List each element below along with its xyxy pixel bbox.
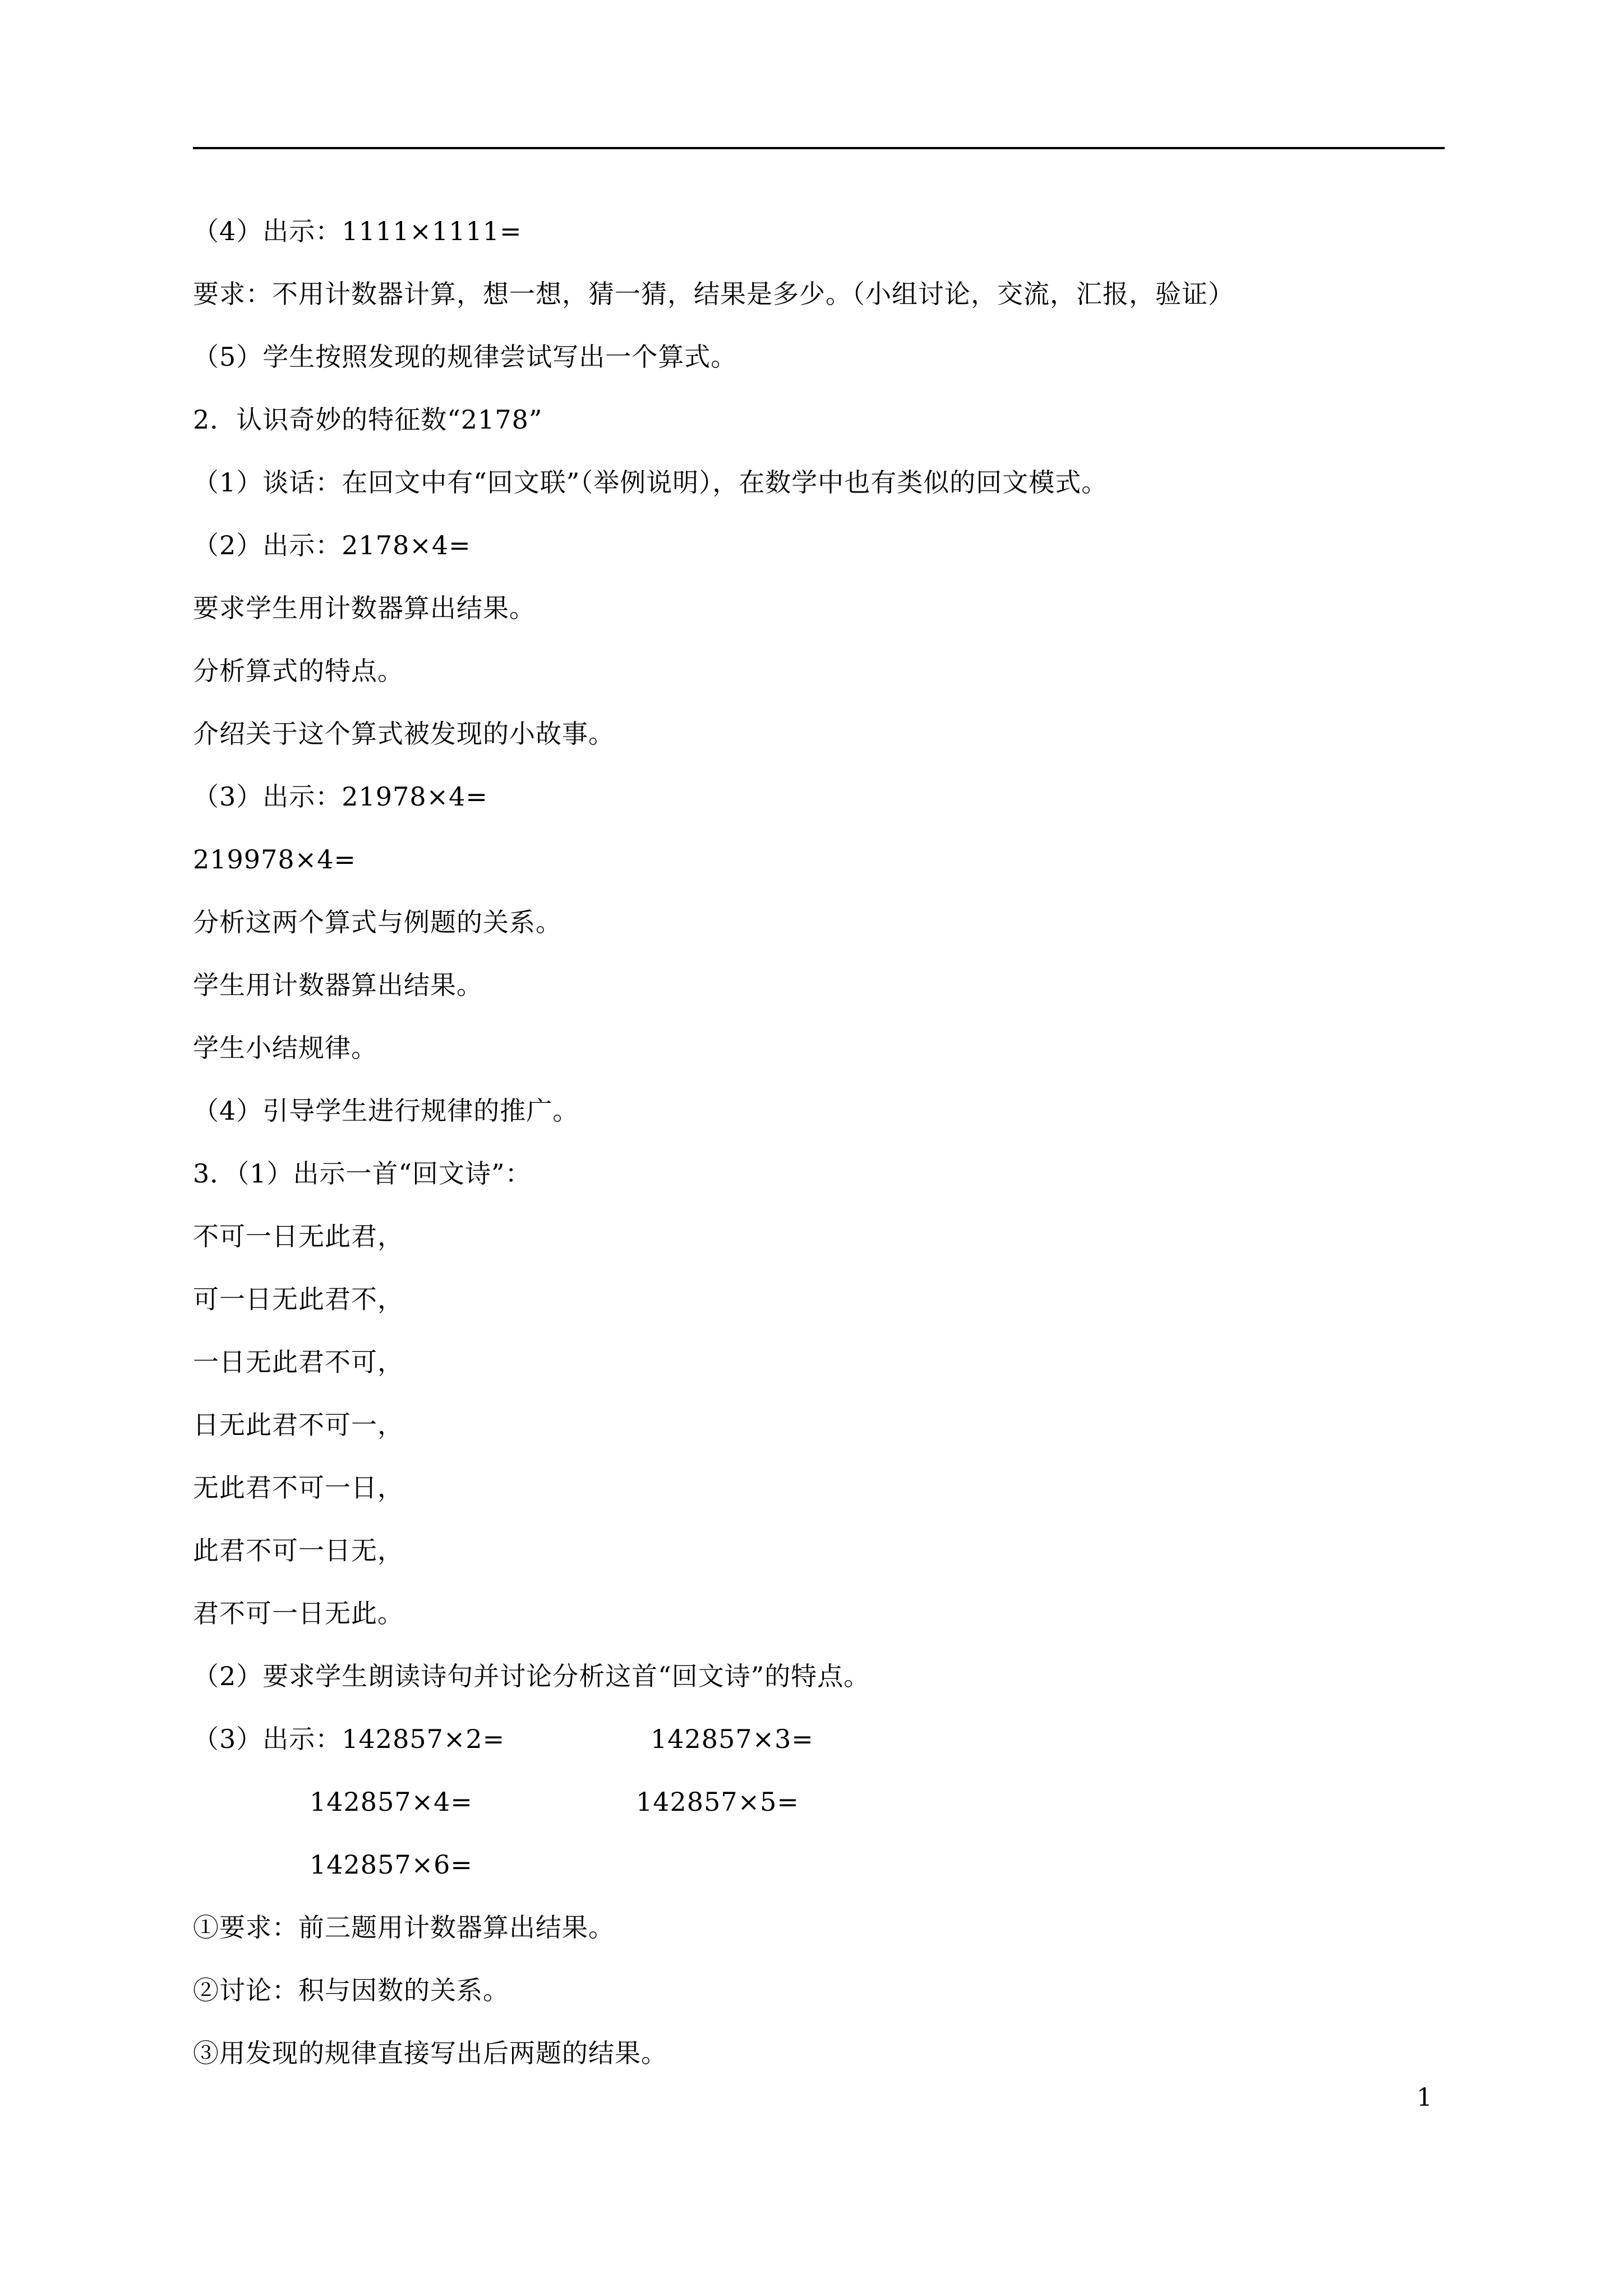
section-heading: 3．（1）出示一首“回文诗”： bbox=[193, 1158, 532, 1189]
exercise-item: 142857×6= bbox=[310, 1849, 473, 1880]
step-line: ③用发现的规律直接写出后两题的结果。 bbox=[193, 2038, 667, 2068]
text-line: （4）出示：1111×1111= bbox=[193, 216, 522, 246]
poem-line: 无此君不可一日， bbox=[193, 1473, 404, 1503]
text-line: （2）出示：2178×4= bbox=[193, 530, 471, 560]
step-line: ①要求：前三题用计数器算出结果。 bbox=[193, 1912, 615, 1943]
text-line: （4）引导学生进行规律的推广。 bbox=[193, 1096, 579, 1126]
text-line: 学生用计数器算出结果。 bbox=[193, 970, 483, 1000]
poem-line: 君不可一日无此。 bbox=[193, 1598, 404, 1628]
page-number: 1 bbox=[1417, 2083, 1432, 2112]
text-line: 分析这两个算式与例题的关系。 bbox=[193, 907, 562, 937]
exercise-item: 142857×4= bbox=[310, 1787, 473, 1817]
text-line: 219978×4= bbox=[193, 844, 356, 875]
poem-line: 此君不可一日无， bbox=[193, 1535, 404, 1566]
text-line: （2）要求学生朗读诗句并讨论分析这首“回文诗”的特点。 bbox=[193, 1661, 870, 1691]
poem-line: 日无此君不可一， bbox=[193, 1410, 404, 1440]
text-line: （3）出示：21978×4= bbox=[193, 781, 488, 812]
text-line: （1）谈话：在回文中有“回文联”（举例说明），在数学中也有类似的回文模式。 bbox=[193, 467, 1108, 498]
poem-line: 不可一日无此君， bbox=[193, 1221, 404, 1251]
exercise-line: （3）出示：142857×2= bbox=[193, 1724, 505, 1754]
section-heading: 2．认识奇妙的特征数“2178” bbox=[193, 404, 543, 435]
text-line: 学生小结规律。 bbox=[193, 1033, 377, 1063]
poem-line: 可一日无此君不， bbox=[193, 1284, 404, 1314]
text-line: （5）学生按照发现的规律尝试写出一个算式。 bbox=[193, 342, 737, 372]
exercise-item: 142857×5= bbox=[636, 1787, 799, 1817]
step-line: ②讨论：积与因数的关系。 bbox=[193, 1975, 509, 2005]
text-line: 要求学生用计数器算出结果。 bbox=[193, 593, 536, 623]
text-line: 介绍关于这个算式被发现的小故事。 bbox=[193, 719, 615, 749]
text-line: 要求：不用计数器计算，想一想，猜一猜，结果是多少。（小组讨论，交流，汇报，验证） bbox=[193, 279, 1234, 309]
header-rule bbox=[193, 147, 1445, 149]
text-line: 分析算式的特点。 bbox=[193, 656, 404, 686]
poem-line: 一日无此君不可， bbox=[193, 1347, 404, 1377]
exercise-item: 142857×3= bbox=[651, 1724, 814, 1754]
